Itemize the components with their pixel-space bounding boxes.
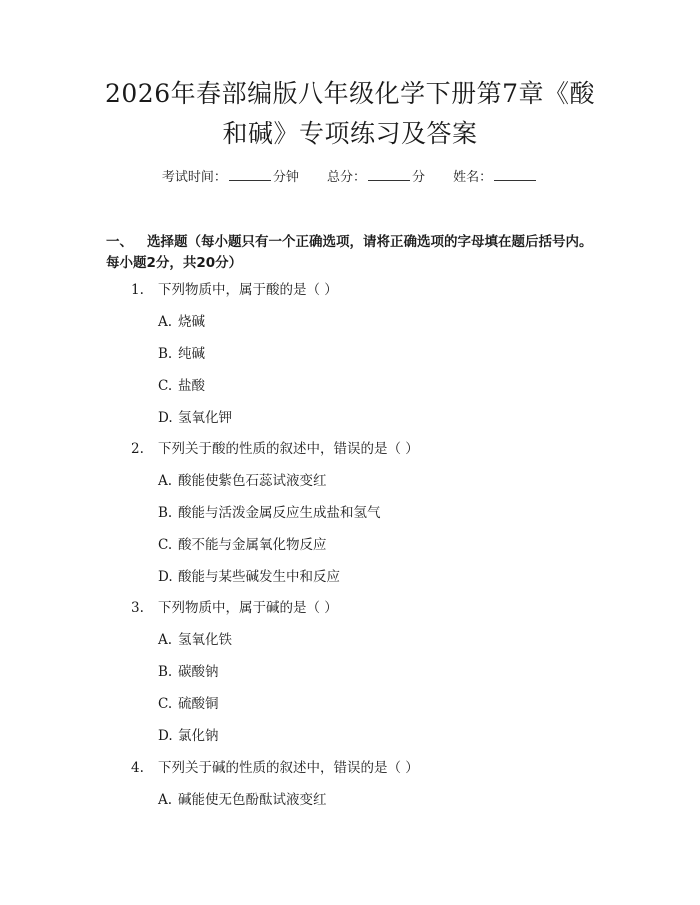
- option-letter: A.: [158, 314, 173, 330]
- question-3: [131, 599, 338, 617]
- option-letter: D.: [158, 728, 173, 744]
- option-letter: B.: [158, 505, 173, 521]
- title-line-2: 和碱》专项练习及答案: [222, 119, 478, 148]
- option-text: 盐酸: [178, 378, 205, 394]
- exam-time-label: 考试时间：: [161, 170, 227, 185]
- option-text: 氢氧化钾: [178, 410, 232, 426]
- total-score-field: [327, 170, 429, 185]
- question-1: [131, 281, 338, 299]
- option-text: 纯碱: [178, 346, 205, 362]
- question-1-option-a: [158, 313, 205, 331]
- question-4-option-a: [158, 791, 327, 809]
- question-text: 下列物质中，属于酸的是（ ）: [158, 282, 338, 298]
- student-name-blank: [494, 168, 536, 181]
- exam-time-blank: [229, 168, 271, 181]
- question-3-option-c: [158, 695, 219, 713]
- option-letter: D.: [158, 569, 173, 585]
- option-letter: C.: [158, 537, 173, 553]
- option-text: 氯化钠: [178, 728, 219, 744]
- student-name-field: [453, 170, 538, 185]
- question-text: 下列关于碱的性质的叙述中，错误的是（ ）: [158, 760, 419, 776]
- question-number: 4.: [131, 760, 144, 776]
- question-2-option-a: [158, 472, 327, 490]
- exam-time-unit: 分钟: [272, 170, 299, 185]
- question-1-option-b: [158, 345, 205, 363]
- question-2-option-c: [158, 536, 327, 554]
- option-letter: D.: [158, 410, 173, 426]
- option-letter: A.: [158, 632, 173, 648]
- question-number: 2.: [131, 441, 144, 457]
- option-text: 烧碱: [178, 314, 205, 330]
- option-letter: C.: [158, 378, 173, 394]
- option-text: 酸能与活泼金属反应生成盐和氢气: [178, 505, 381, 521]
- option-text: 碱能使无色酚酞试液变红: [178, 792, 327, 808]
- title-line-1: 2026年春部编版八年级化学下册第7章《酸: [104, 79, 596, 108]
- student-name-label: 姓名：: [453, 170, 493, 185]
- question-3-option-b: [158, 663, 219, 681]
- total-score-unit: 分: [412, 170, 426, 185]
- option-text: 氢氧化铁: [178, 632, 232, 648]
- option-letter: A.: [158, 792, 173, 808]
- section-number: 一、: [106, 234, 133, 250]
- question-1-option-d: [158, 409, 232, 427]
- option-text: 碳酸钠: [178, 664, 219, 680]
- question-2: [131, 440, 419, 458]
- exam-time-field: [162, 170, 303, 185]
- question-number: 1.: [131, 282, 144, 298]
- exam-info-line: [0, 168, 700, 187]
- option-text: 酸不能与金属氧化物反应: [178, 537, 327, 553]
- question-number: 3.: [131, 600, 144, 616]
- total-score-label: 总分：: [326, 170, 366, 185]
- question-2-option-d: [158, 568, 340, 586]
- option-text: 酸能与某些碱发生中和反应: [178, 569, 340, 585]
- question-text: 下列物质中，属于碱的是（ ）: [158, 600, 338, 616]
- option-text: 酸能使紫色石蕊试液变红: [178, 473, 327, 489]
- question-3-option-d: [158, 727, 219, 745]
- section-instructions-line-1: 选择题（每小题只有一个正确选项，请将正确选项的字母填在题后括号内。: [147, 234, 593, 250]
- question-4: [131, 759, 419, 777]
- option-text: 硫酸铜: [178, 696, 219, 712]
- question-1-option-c: [158, 377, 205, 395]
- document-title: [90, 74, 610, 154]
- section-instructions-line-2: 每小题2分，共20分）: [106, 255, 243, 271]
- option-letter: B.: [158, 664, 173, 680]
- total-score-blank: [368, 168, 410, 181]
- option-letter: A.: [158, 473, 173, 489]
- option-letter: B.: [158, 346, 173, 362]
- option-letter: C.: [158, 696, 173, 712]
- question-text: 下列关于酸的性质的叙述中，错误的是（ ）: [158, 441, 419, 457]
- question-2-option-b: [158, 504, 381, 522]
- question-3-option-a: [158, 631, 232, 649]
- section-heading: [106, 232, 606, 274]
